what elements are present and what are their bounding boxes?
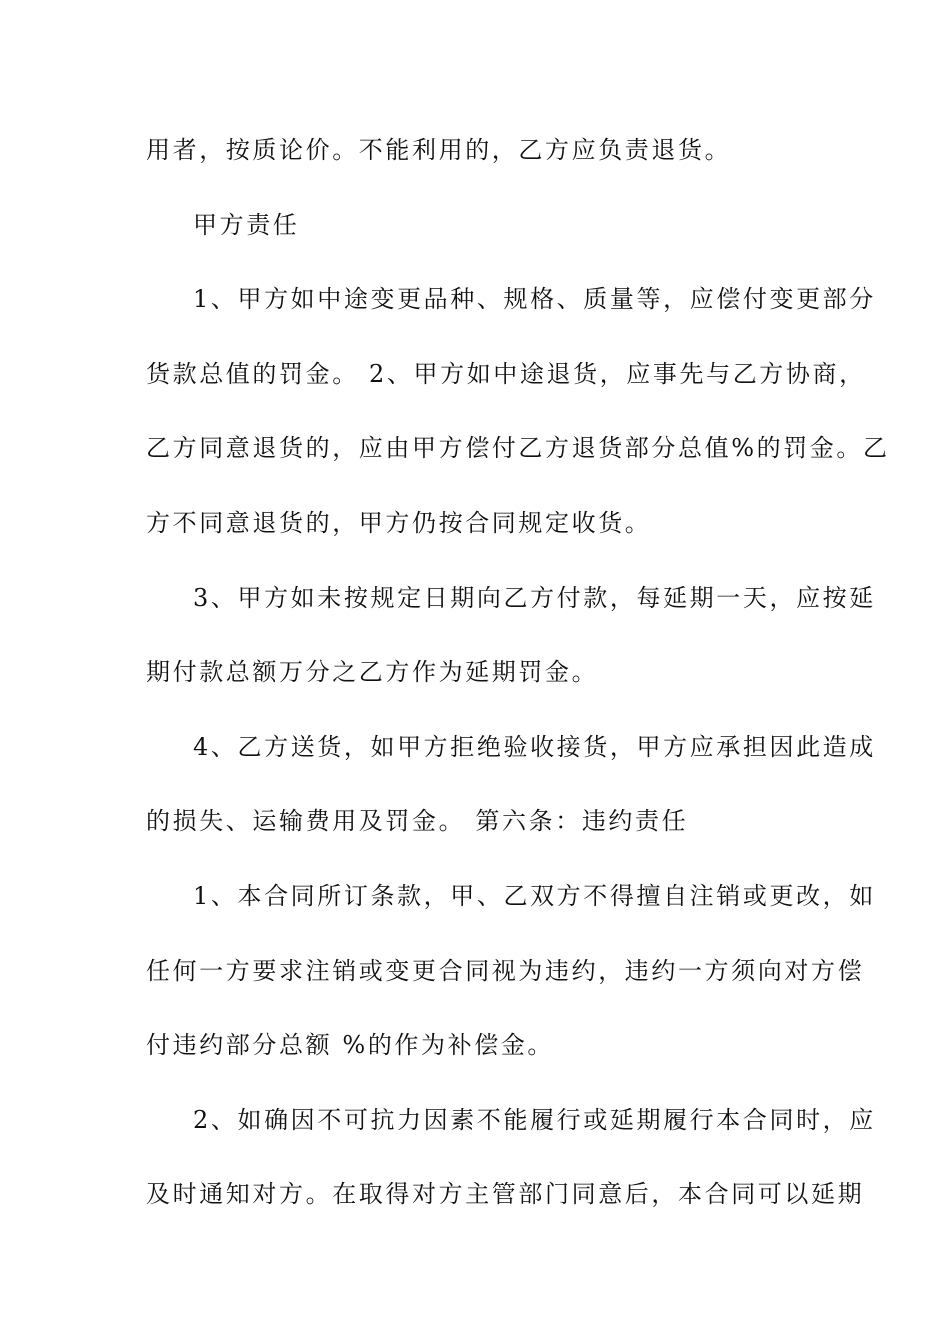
- paragraph-line: 1、本合同所订条款，甲、乙双方不得擅自注销或更改，如: [193, 881, 876, 910]
- paragraph-line: 2、如确因不可抗力因素不能履行或延期履行本合同时，应: [193, 1105, 876, 1134]
- paragraph-line: 用者，按质论价。不能利用的，乙方应负责退货。: [146, 136, 732, 164]
- paragraph-line: 任何一方要求注销或变更合同视为违约，违约一方须向对方偿: [146, 956, 865, 985]
- paragraph-line: 的损失、运输费用及罚金。 第六条：违约责任: [146, 807, 689, 836]
- paragraph-line: 及时通知对方。在取得对方主管部门同意后，本合同可以延期: [146, 1180, 865, 1209]
- paragraph-line: 3、甲方如未按规定日期向乙方付款，每延期一天，应按延: [193, 583, 876, 612]
- section-heading: 甲方责任: [193, 210, 300, 239]
- paragraph-line: 期付款总额万分之乙方作为延期罚金。: [146, 658, 599, 687]
- paragraph-line: 方不同意退货的，甲方仍按合同规定收货。: [146, 508, 652, 537]
- paragraph-line: 乙方同意退货的，应由甲方偿付乙方退货部分总值%的罚金。乙: [146, 434, 890, 463]
- paragraph-line: 1、甲方如中途变更品种、规格、质量等，应偿付变更部分: [193, 285, 876, 314]
- paragraph-line: 4、乙方送货，如甲方拒绝验收接货，甲方应承担因此造成: [193, 732, 876, 761]
- paragraph-line: 付违约部分总额 %的作为补偿金。: [146, 1031, 555, 1060]
- paragraph-line: 货款总值的罚金。 2、甲方如中途退货，应事先与乙方协商，: [146, 359, 866, 388]
- document-body: [146, 131, 890, 1250]
